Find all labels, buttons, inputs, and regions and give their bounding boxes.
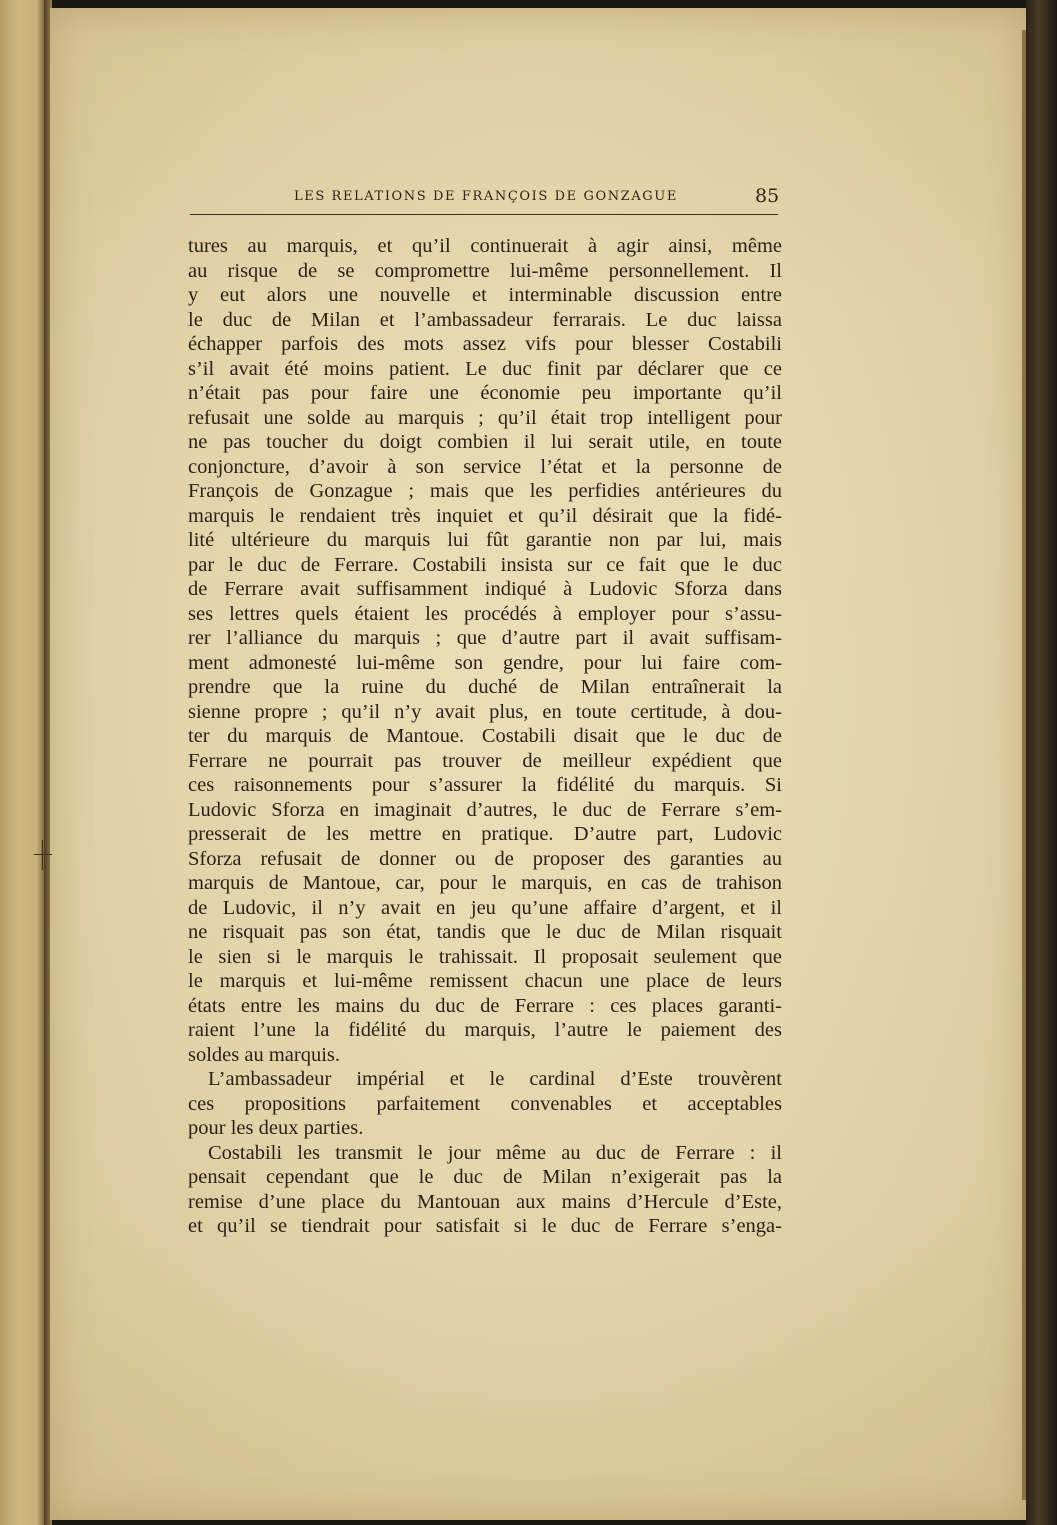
text-line: soldes au marquis. <box>188 1043 341 1066</box>
text-line: François de Gonzague ; mais que les perfidies antérieures du <box>188 480 782 502</box>
scan-background-edge <box>1026 0 1057 1525</box>
text-line: Ludovic Sforza en imaginait d’autres, le duc de Ferrare s’em- <box>188 798 782 821</box>
text-line: marquis de Mantoue, car, pour le marquis, en cas de trahison <box>188 872 782 894</box>
text-line: lité ultérieure du marquis lui fût garantie non par lui, mais <box>188 529 782 551</box>
text-line: Sforza refusait de donner ou de proposer des garanties au <box>188 847 782 870</box>
body-text <box>188 234 782 1239</box>
text-line: ne pas toucher du doigt combien il lui serait utile, en toute <box>188 431 782 453</box>
running-title: LES RELATIONS DE FRANÇOIS DE GONZAGUE <box>294 189 678 204</box>
text-line: raient l’une la fidélité du marquis, l’autre le paiement des <box>188 1019 782 1041</box>
text-line: de Ludovic, il n’y avait en jeu qu’une affaire d’argent, et il <box>188 896 782 919</box>
text-line: marquis le rendaient très inquiet et qu’il désirait que la fidé- <box>188 504 782 527</box>
text-line: au risque de se compromettre lui-même personnellement. Il <box>188 259 782 282</box>
text-line: le marquis et lui-même remissent chacun une place de leurs <box>188 970 782 992</box>
text-line: rer l’alliance du marquis ; que d’autre part il avait suffisam- <box>188 627 782 649</box>
text-line: remise d’une place du Mantouan aux mains d’Hercule d’Este, <box>188 1190 782 1213</box>
text-line: prendre que la ruine du duché de Milan entraînerait la <box>188 676 782 698</box>
text-line: ces raisonnements pour s’assurer la fidélité du marquis. Si <box>188 774 782 796</box>
text-line: s’il avait été moins patient. Le duc finit par déclarer que ce <box>188 357 782 380</box>
text-line: états entre les mains du duc de Ferrare : ces places garanti- <box>188 994 782 1017</box>
text-line: y eut alors une nouvelle et interminable discussion entre <box>188 284 782 306</box>
text-line: sienne propre ; qu’il n’y avait plus, en toute certitude, à dou- <box>188 700 782 723</box>
text-line: Costabili les transmit le jour même au duc de Ferrare : il <box>208 1141 782 1164</box>
text-line: le duc de Milan et l’ambassadeur ferrarais. Le duc laissa <box>188 308 782 331</box>
margin-cross-mark <box>30 840 56 870</box>
text-line: pour les deux parties. <box>188 1117 364 1139</box>
text-line: par le duc de Ferrare. Costabili insista sur ce fait que le duc <box>188 553 782 576</box>
text-line: et qu’il se tiendrait pour satisfait si le duc de Ferrare s’enga- <box>188 1215 782 1237</box>
header-rule <box>190 214 778 215</box>
text-line: ne risquait pas son état, tandis que le duc de Milan risquait <box>188 921 782 943</box>
text-line: L’ambassadeur impérial et le cardinal d’Este trouvèrent <box>208 1068 782 1090</box>
text-line: presserait de les mettre en pratique. D’autre part, Ludovic <box>188 823 782 845</box>
text-line: de Ferrare avait suffisamment indiqué à Ludovic Sforza dans <box>188 578 782 600</box>
text-line: ces propositions parfaitement convenables et acceptables <box>188 1092 782 1115</box>
text-line: pensait cependant que le duc de Milan n’exigerait pas la <box>188 1166 782 1188</box>
text-line: tures au marquis, et qu’il continuerait à agir ainsi, même <box>188 235 782 257</box>
text-line: ter du marquis de Mantoue. Costabili disait que le duc de <box>188 725 782 747</box>
text-line: le sien si le marquis le trahissait. Il proposait seulement que <box>188 945 782 968</box>
text-line: ses lettres quels étaient les procédés à employer pour s’assu- <box>188 602 782 625</box>
text-line: Ferrare ne pourrait pas trouver de meilleur expédient que <box>188 749 782 772</box>
text-line: échapper parfois des mots assez vifs pour blesser Costabili <box>188 333 782 355</box>
facing-page-edge <box>0 0 46 1525</box>
running-header <box>190 185 800 211</box>
text-line: refusait une solde au marquis ; qu’il était trop intelligent pour <box>188 406 782 429</box>
text-line: ment admonesté lui-même son gendre, pour lui faire com- <box>188 651 782 674</box>
page-number: 85 <box>755 185 780 207</box>
text-line: conjoncture, d’avoir à son service l’état et la personne de <box>188 455 782 478</box>
text-line: n’était pas pour faire une économie peu importante qu’il <box>188 382 782 404</box>
